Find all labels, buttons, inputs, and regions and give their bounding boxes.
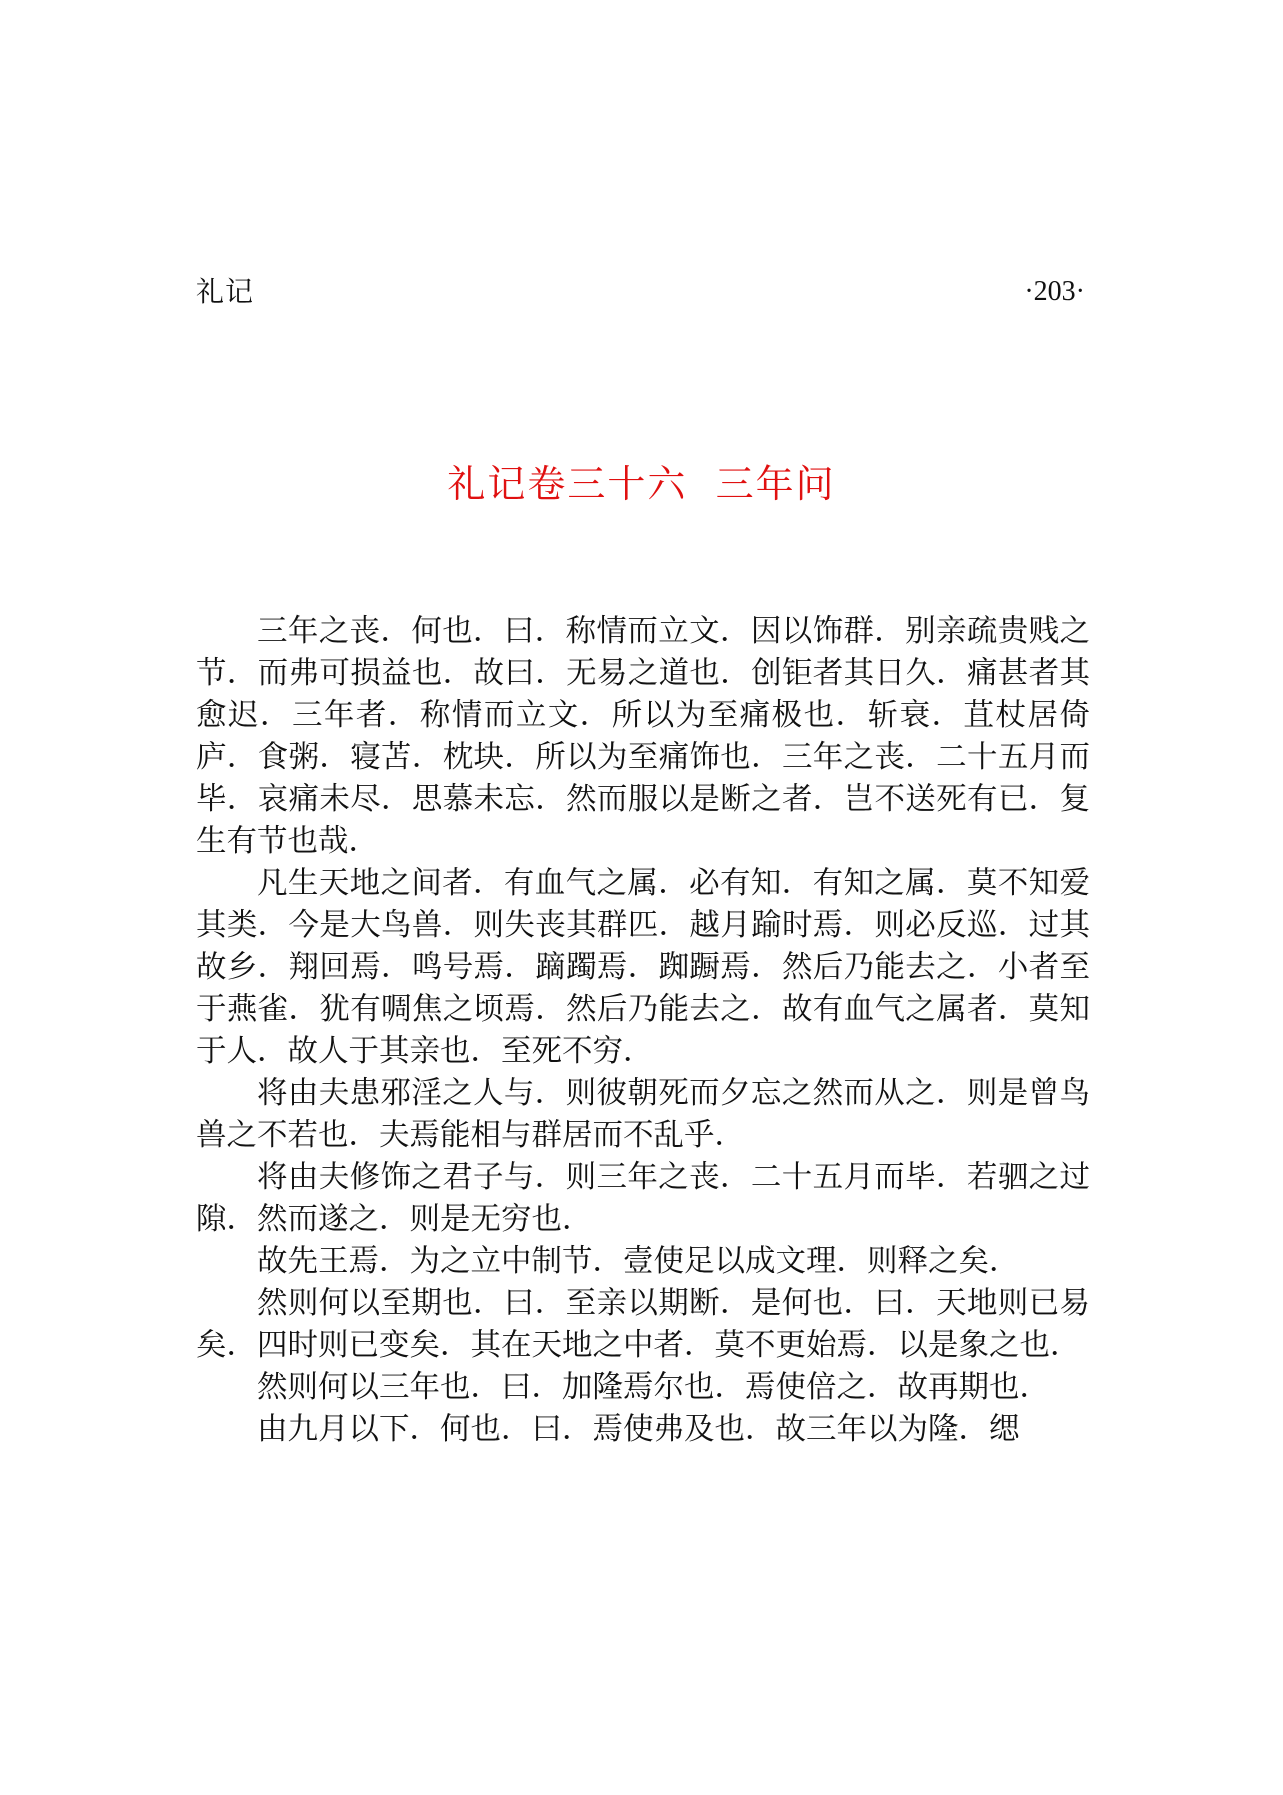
- paragraph: 将由夫修饰之君子与．则三年之丧．二十五月而毕．若驷之过隙．然而遂之．则是无穷也．: [196, 1160, 1090, 1237]
- paragraph: 然则何以至期也．曰．至亲以期断．是何也．曰．天地则已易矣．四时则已变矣．其在天地之中者．莫不更始焉．以是象之也．: [196, 1286, 1090, 1363]
- body-text: [196, 611, 1090, 1451]
- paragraph: 将由夫患邪淫之人与．则彼朝死而夕忘之然而从之．则是曾鸟兽之不若也．夫焉能相与群居而不乱乎．: [196, 1076, 1090, 1153]
- paragraph: 三年之丧．何也．曰．称情而立文．因以饰群．别亲疏贵贱之节．而弗可损益也．故曰．无易之道也．创钜者其日久．痛甚者其愈迟．三年者．称情而立文．所以为至痛极也．斩衰．苴杖居倚庐．食粥．寝苫．枕块．所以为至痛饰也．三年之丧．二十五月而毕．哀痛未尽．思慕未忘．然而服以是断之者．岂不送死有已．复生有节也哉．: [196, 614, 1090, 859]
- paragraph: 由九月以下．何也．曰．焉使弗及也．故三年以为隆．缌: [257, 1412, 1020, 1447]
- paragraph: 凡生天地之间者．有血气之属．必有知．有知之属．莫不知爱其类．今是大鸟兽．则失丧其群匹．越月踰时焉．则必反巡．过其故乡．翔回焉．鸣号焉．蹢躅焉．踟蹰焉．然后乃能去之．小者至于燕雀．犹有啁焦之顷焉．然后乃能去之．故有血气之属者．莫知于人．故人于其亲也．至死不穷．: [196, 866, 1090, 1069]
- chapter-title: 礼记卷三十六 三年问: [447, 462, 836, 506]
- running-header-book-title: 礼记: [196, 275, 255, 308]
- paragraph: 然则何以三年也．曰．加隆焉尔也．焉使倍之．故再期也．: [257, 1370, 1050, 1405]
- page-number: ·203·: [1024, 276, 1085, 307]
- paragraph: 故先王焉．为之立中制节．壹使足以成文理．则释之矣．: [257, 1244, 1020, 1279]
